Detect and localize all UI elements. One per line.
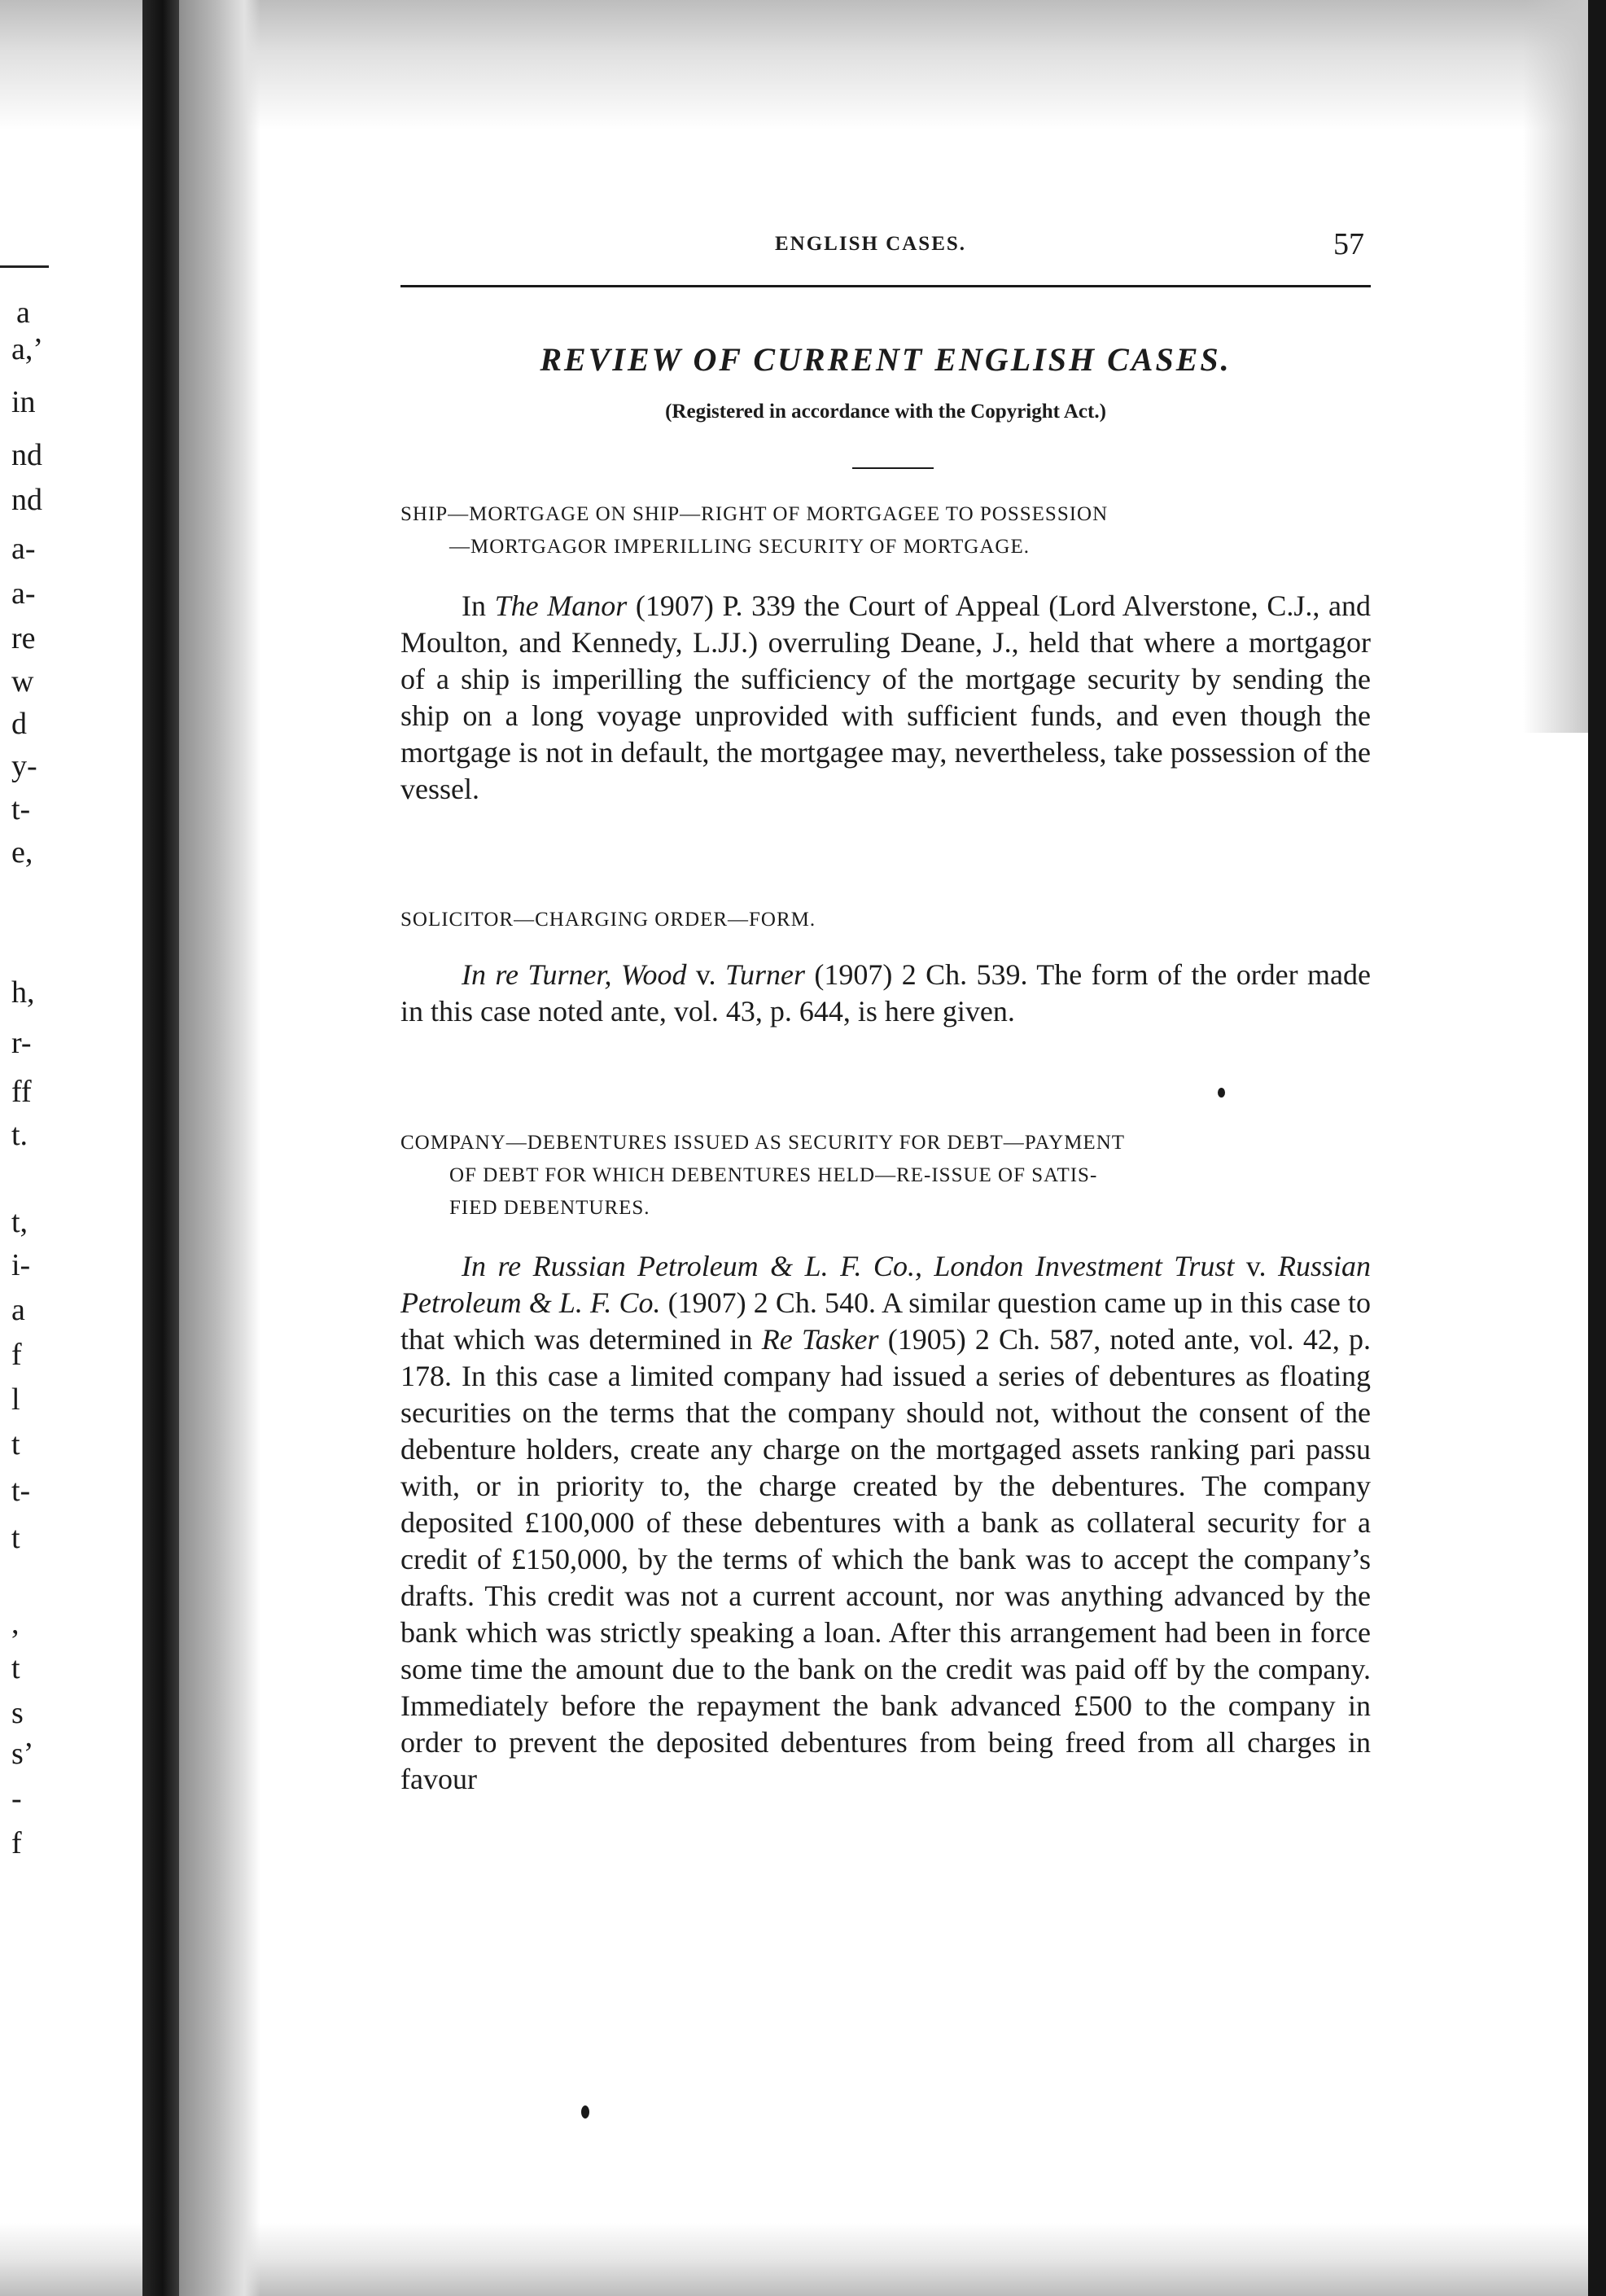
facing-page-fragment: t- — [11, 1474, 31, 1508]
facing-page-rule — [0, 265, 49, 268]
facing-page-fragment: s’ — [11, 1737, 34, 1771]
book-gutter-gradient — [179, 0, 260, 2296]
case-heading-line: OF DEBT FOR WHICH DEBENTURES HELD—RE-ISSUE OF SATIS- — [449, 1164, 1098, 1186]
facing-page-fragment: - — [11, 1781, 22, 1816]
case-paragraph — [400, 1248, 1371, 1798]
case-citation: Re Tasker — [761, 1323, 879, 1356]
facing-page-fragment: nd — [11, 438, 42, 472]
facing-page-fragment: f — [11, 1826, 22, 1860]
page-number: 57 — [1333, 227, 1364, 261]
case-body — [400, 588, 1371, 808]
facing-page-fragment: w — [11, 664, 34, 699]
facing-page-fragment: a- — [11, 532, 36, 566]
scan-right-shadow — [1523, 0, 1588, 733]
facing-page-fragment: in — [11, 385, 36, 419]
facing-page-fragment: t- — [11, 792, 31, 826]
case-heading-line: COMPANY—DEBENTURES ISSUED AS SECURITY FOR DEBT—PAYMENT — [400, 1132, 1126, 1154]
facing-page-fragment: t — [11, 1651, 20, 1685]
case-text: In — [462, 589, 495, 622]
facing-page-fragment: t — [11, 1427, 20, 1461]
case-heading — [400, 498, 1371, 563]
page-title: REVIEW OF CURRENT ENGLISH CASES. — [540, 341, 1232, 378]
case-text: (1907) 2 Ch. 539. The form of the order made in this case noted ante, vol. 43, p. 644, is here given. — [400, 958, 1371, 1028]
facing-page-fragment: f — [11, 1338, 22, 1372]
case-citation: In re Russian Petroleum & L. F. Co., London Investment Trust — [462, 1250, 1235, 1282]
running-head — [400, 227, 1371, 267]
facing-page-fragment: s — [11, 1696, 24, 1730]
facing-page-fragment: re — [11, 621, 36, 655]
facing-page-fragment: a — [11, 1293, 25, 1327]
book-gutter-shadow — [142, 0, 179, 2296]
case-heading — [400, 1127, 1371, 1225]
running-head-title: ENGLISH CASES. — [775, 233, 967, 255]
facing-page-fragment: t — [11, 1521, 20, 1555]
case-paragraph — [400, 957, 1371, 1030]
facing-page-fragment: h, — [11, 975, 35, 1010]
facing-page-fragment: y- — [11, 749, 37, 783]
facing-page-fragment: , — [11, 1606, 20, 1641]
case-heading-line: SHIP—MORTGAGE ON SHIP—RIGHT OF MORTGAGEE TO POSSESSION — [400, 503, 1109, 525]
title-divider — [852, 467, 934, 469]
case-body — [400, 957, 1371, 1030]
case-text: v. — [1234, 1250, 1278, 1282]
facing-page-fragment: t. — [11, 1118, 28, 1152]
case-text: (1907) 2 Ch. 540. A similar question came up in this case to that which was determined in — [400, 1286, 1372, 1356]
facing-page-fragment: t, — [11, 1205, 28, 1239]
facing-page-fragment: d — [11, 707, 27, 741]
facing-page-fragment: a- — [11, 576, 36, 611]
case-text: v. — [686, 958, 725, 991]
case-citation: Turner — [724, 958, 805, 991]
case-citation: In re Turner, Wood — [462, 958, 687, 991]
case-paragraph — [400, 588, 1371, 808]
case-text: (1905) 2 Ch. 587, noted ante, vol. 42, p. 178. In this case a limited company had issued a series of debentures as floating securities on the terms that the company should not, without the consent of the debenture holders, create any charge on the mortgaged assets ranking pari passu with, or in priority to, the charge created by the debentures. The company deposited £100,000 of these debentures with a bank as collateral security for a credit of £150,000, by the terms of which the bank was to accept the company’s drafts. This credit was not a current account, nor was anything advanced by the bank which was strictly speaking a loan. After this arrangement had been in force some time the amount due to the bank on the credit was paid off by the company. Immediately before the repayment the bank advanced £500 to the company in order to prevent the deposited debentures from being freed from all charges in favour — [400, 1323, 1371, 1795]
facing-page-fragment: nd — [11, 483, 42, 517]
facing-page-fragment: i- — [11, 1248, 31, 1282]
header-rule — [400, 285, 1371, 287]
facing-page-fragment: l — [11, 1382, 20, 1417]
case-heading-line: —MORTGAGOR IMPERILLING SECURITY OF MORTGAGE. — [449, 536, 1030, 558]
facing-page-fragment: r- — [11, 1026, 32, 1060]
facing-page-fragment: ff — [11, 1075, 32, 1109]
case-heading-line: FIED DEBENTURES. — [449, 1197, 650, 1219]
ink-speck — [1218, 1088, 1225, 1098]
case-citation: Russian Petroleum & L. F. Co. — [400, 1250, 1371, 1319]
ink-speck — [581, 2105, 589, 2119]
case-body — [400, 1248, 1371, 1798]
case-heading-line: SOLICITOR—CHARGING ORDER—FORM. — [400, 909, 816, 931]
facing-page-fragment: e, — [11, 835, 33, 870]
page-subtitle: (Registered in accordance with the Copyright Act.) — [665, 401, 1106, 423]
facing-page-fragment: a — [16, 296, 30, 330]
case-citation: The Manor — [494, 589, 628, 622]
case-heading — [400, 904, 1371, 936]
scan-right-edge — [1588, 0, 1606, 2296]
case-text: (1907) P. 339 the Court of Appeal (Lord Alverstone, C.J., and Moulton, and Kennedy, L.JJ.) overruling Deane, J., held that where a mortgagor of a ship is imperilling the sufficiency of the mortgage security by sending the ship on a long voyage unprovided with sufficient funds, and even though the mortgage is not in default, the mortgagee may, nevertheless, take possession of the vessel. — [400, 589, 1371, 805]
facing-page-fragment: a,’ — [11, 332, 44, 366]
